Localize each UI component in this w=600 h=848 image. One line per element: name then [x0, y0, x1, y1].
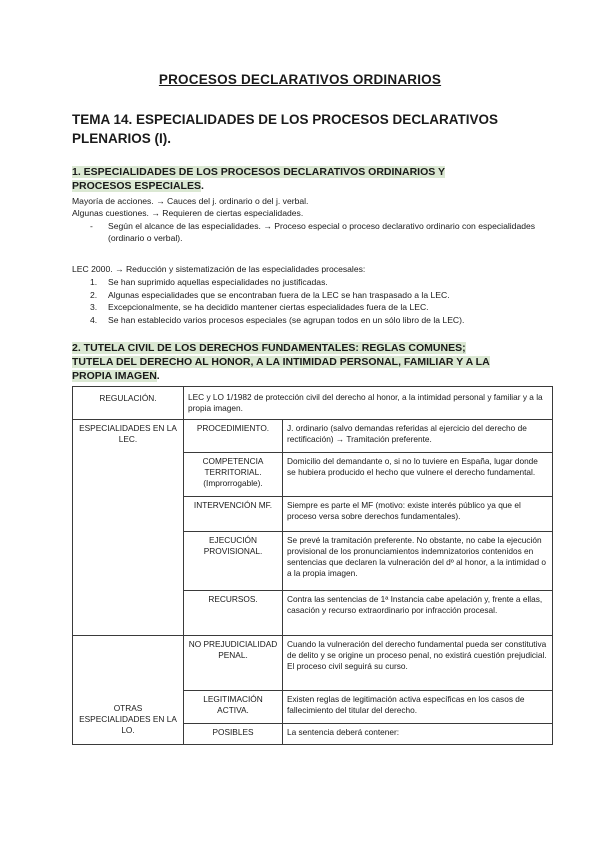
section1-heading-line1: 1. ESPECIALIDADES DE LOS PROCESOS DECLARATIVOS ORDINARIOS Y — [72, 166, 446, 178]
table-row — [73, 636, 553, 691]
regulacion-label: REGULACIÓN. — [73, 387, 184, 420]
section1-numbered-list — [90, 276, 464, 326]
specialties-table — [72, 386, 553, 745]
table-row — [73, 387, 553, 420]
group2-row-text: La sentencia deberá contener: — [283, 724, 553, 745]
group2-label: OTRAS ESPECIALIDADES EN LA LO. — [73, 636, 184, 745]
list-item: 4. Se han establecido varios procesos especiales (se agrupan todos en un sólo libro de la LEC). — [90, 314, 465, 325]
group2-row-label: POSIBLES — [184, 724, 283, 745]
tema-heading: TEMA 14. ESPECIALIDADES DE LOS PROCESOS DECLARATIVOS PLENARIOS (I). — [72, 112, 499, 146]
group1-row-label: RECURSOS. — [184, 591, 283, 636]
list-item: 1. Se han suprimido aquellas especialidades no justificadas. — [90, 277, 328, 287]
section2-heading-end: . — [156, 370, 160, 382]
list-item: 2. Algunas especialidades que se encontraban fuera de la LEC se han traspasado a la LEC. — [90, 289, 450, 300]
group1-row-text: Domicilio del demandante o, si no lo tuviere en España, lugar donde se hubiera producido el hecho que vulnere el derecho fundamental. — [283, 453, 553, 497]
bullet-text: Según el alcance de las especialidades. → Proceso especial o proceso declarativo ordinario con especialidades (ordinario o verbal). — [108, 221, 536, 243]
group2-row-text: Cuando la vulneración del derecho fundamental pueda ser constitutiva de delito y se origine un proceso penal, no existirá cuestión prejudicial. El proceso civil seguirá su curso. — [283, 636, 553, 691]
group2-row-label: NO PREJUDICIALIDAD PENAL. — [184, 636, 283, 691]
section2-heading — [72, 341, 490, 383]
table-row — [73, 420, 553, 453]
group1-label: ESPECIALIDADES EN LA LEC. — [73, 420, 184, 636]
group1-row-text: J. ordinario (salvo demandas referidas al ejercicio del derecho de rectificación) → Tramitación preferente. — [283, 420, 553, 453]
section1-line1: Mayoría de acciones. → Cauces del j. ordinario o del j. verbal. — [72, 196, 309, 206]
section2-heading-line1: 2. TUTELA CIVIL DE LOS DERECHOS FUNDAMENTALES: REGLAS COMUNES; — [72, 342, 466, 354]
section1-line2: Algunas cuestiones. → Requieren de ciertas especialidades. — [72, 208, 304, 218]
section1-heading-end: . — [200, 180, 204, 192]
group1-row-label: INTERVENCIÓN MF. — [184, 497, 283, 532]
section2-heading-line2: TUTELA DEL DERECHO AL HONOR, A LA INTIMIDAD PERSONAL, FAMILIAR Y A LA — [72, 356, 490, 368]
group1-row-text: Se prevé la tramitación preferente. No obstante, no cabe la ejecución provisional de los pronunciamientos indemnizatorios contenidos en sentencias que declaren la vulneración del dº al honor, a la intimidad o a la propia imagen. — [283, 532, 553, 591]
group1-row-label: PROCEDIMIENTO. — [184, 420, 283, 453]
section1-heading — [72, 165, 445, 193]
group1-row-label: COMPETENCIA TERRITORIAL. (Improrrogable). — [184, 453, 283, 497]
group2-row-label: LEGITIMACIÓN ACTIVA. — [184, 691, 283, 724]
regulacion-text: LEC y LO 1/1982 de protección civil del derecho al honor, a la intimidad personal y familiar y a la propia imagen. — [184, 387, 553, 420]
section1-bullet — [72, 220, 542, 246]
bullet-mark: - — [90, 221, 93, 231]
group1-row-label: EJECUCIÓN PROVISIONAL. — [184, 532, 283, 591]
section1-lec: LEC 2000. → Reducción y sistematización de las especialidades procesales: — [72, 264, 366, 274]
section2-heading-line3: PROPIA IMAGEN — [72, 370, 157, 382]
document-title: PROCESOS DECLARATIVOS ORDINARIOS — [158, 72, 442, 87]
list-item: 3. Excepcionalmente, se ha decidido mantener ciertas especialidades fuera de la LEC. — [90, 302, 429, 312]
group1-row-text: Siempre es parte el MF (motivo: existe interés público ya que el proceso versa sobre derechos fundamentales). — [283, 497, 553, 532]
section1-heading-line2: PROCESOS ESPECIALES — [72, 180, 201, 192]
group2-row-text: Existen reglas de legitimación activa específicas en los casos de fallecimiento del titular del derecho. — [283, 691, 553, 724]
group1-row-text: Contra las sentencias de 1ª Instancia cabe apelación y, frente a ellas, casación y recurso extraordinario por infracción procesal. — [283, 591, 553, 636]
